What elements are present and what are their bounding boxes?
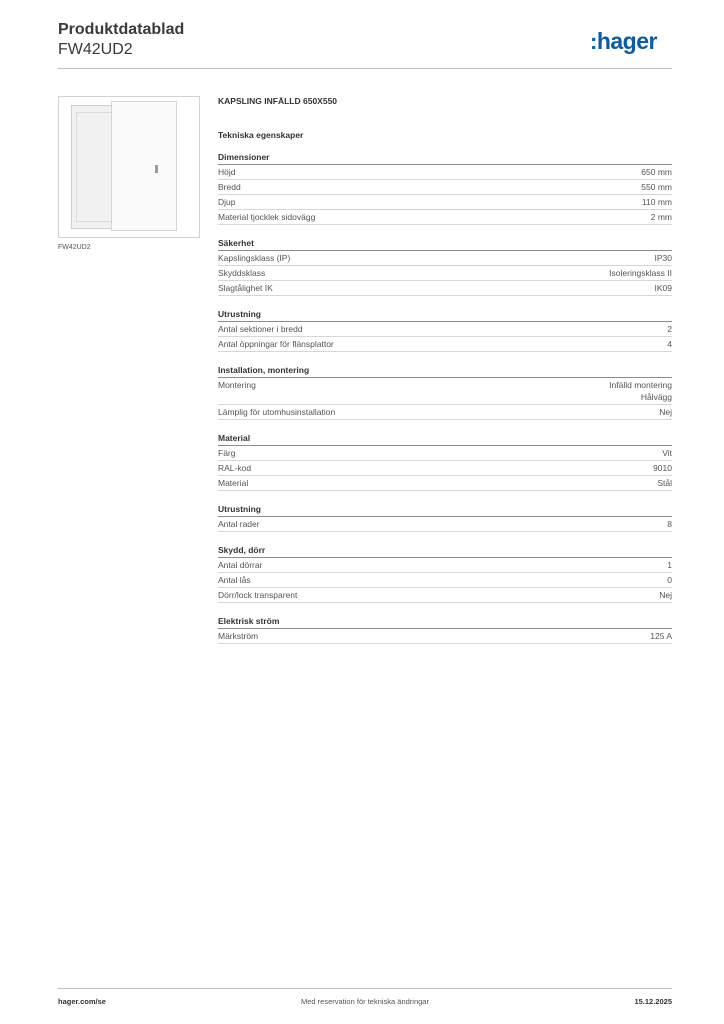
- spec-value: [650, 630, 672, 642]
- spec-value-line: 9010: [653, 463, 672, 473]
- spec-sections: [218, 151, 672, 644]
- spec-value-line: 0: [667, 575, 672, 585]
- spec-value-line: IP30: [654, 253, 672, 263]
- spec-value: [657, 477, 672, 489]
- spec-value-line: Nej: [659, 590, 672, 600]
- document-title: Produktdatablad: [58, 21, 185, 38]
- spec-value: [641, 181, 672, 193]
- spec-value-line: Vit: [662, 448, 672, 458]
- spec-row: [218, 573, 672, 588]
- spec-label: Märkström: [218, 631, 259, 641]
- footer-disclaimer: Med reservation för tekniska ändringar: [301, 997, 429, 1006]
- logo-text: hager: [596, 28, 657, 54]
- spec-value: [642, 196, 672, 208]
- spec-row: [218, 517, 672, 532]
- spec-label: Lämplig för utomhusinstallation: [218, 407, 336, 417]
- spec-row: [218, 281, 672, 296]
- spec-label: Antal öppningar för flänsplattor: [218, 339, 334, 349]
- footer-date: 15.12.2025: [634, 997, 672, 1006]
- spec-value: [655, 252, 673, 264]
- spec-value-line: 2: [667, 324, 672, 334]
- product-name: KAPSLING INFÄLLD 650X550: [218, 96, 338, 106]
- spec-value: [667, 518, 672, 530]
- spec-row: [218, 446, 672, 461]
- spec-value-line: 1: [667, 560, 672, 570]
- spec-label: Höjd: [218, 167, 236, 177]
- spec-label: Färg: [218, 448, 236, 458]
- spec-row: [218, 476, 672, 491]
- spec-section: [218, 237, 672, 296]
- spec-row: [218, 461, 672, 476]
- spec-value-line: Nej: [659, 407, 672, 417]
- spec-label: Slagtålighet IK: [218, 283, 273, 293]
- enclosure-door: [111, 101, 177, 231]
- specifications: [218, 94, 672, 644]
- section-title: Utrustning: [218, 308, 672, 322]
- spec-label: Bredd: [218, 182, 241, 192]
- section-title: Installation, montering: [218, 364, 672, 378]
- footer-divider: [58, 988, 672, 989]
- spec-row: [218, 378, 672, 405]
- footer-website: hager.com/se: [58, 997, 106, 1006]
- spec-value: [662, 447, 672, 459]
- spec-section: [218, 615, 672, 644]
- section-title: Säkerhet: [218, 237, 672, 251]
- spec-row: [218, 266, 672, 281]
- section-title: Material: [218, 432, 672, 446]
- spec-value: [609, 379, 672, 403]
- image-caption: FW42UD2: [58, 244, 91, 251]
- document-header: [58, 20, 184, 60]
- spec-row: [218, 337, 672, 352]
- spec-label: Kapslingsklass (IP): [218, 253, 291, 263]
- spec-value-line: 4: [667, 339, 672, 349]
- spec-value-line: Hålvägg: [640, 392, 672, 402]
- spec-row: [218, 322, 672, 337]
- spec-row: [218, 210, 672, 225]
- spec-row: [218, 629, 672, 644]
- spec-row: [218, 558, 672, 573]
- spec-row: [218, 588, 672, 603]
- spec-value-line: 550 mm: [641, 182, 672, 192]
- spec-label: Skyddsklass: [218, 268, 266, 278]
- spec-section: [218, 503, 672, 532]
- spec-value: [659, 589, 672, 601]
- spec-row: [218, 405, 672, 420]
- spec-value: [667, 574, 672, 586]
- spec-label: Antal sektioner i bredd: [218, 324, 303, 334]
- spec-value: [641, 166, 672, 178]
- door-handle: [155, 165, 158, 173]
- section-title: Dimensioner: [218, 151, 672, 165]
- spec-value: [655, 282, 673, 294]
- section-title: Skydd, dörr: [218, 544, 672, 558]
- spec-value: [667, 338, 672, 350]
- spec-label: Material tjocklek sidovägg: [218, 212, 316, 222]
- spec-section: [218, 544, 672, 603]
- spec-label: Material: [218, 478, 249, 488]
- spec-row: [218, 251, 672, 266]
- spec-label: RAL-kod: [218, 463, 252, 473]
- tech-properties-title: Tekniska egenskaper: [218, 130, 304, 140]
- product-code: FW42UD2: [58, 41, 133, 58]
- spec-value-line: 125 A: [650, 631, 672, 641]
- spec-value-line: 2 mm: [650, 212, 672, 222]
- spec-label: Djup: [218, 197, 236, 207]
- spec-value-line: 650 mm: [641, 167, 672, 177]
- spec-value-line: Stål: [657, 478, 672, 488]
- section-title: Utrustning: [218, 503, 672, 517]
- hager-logo: :hager: [590, 28, 657, 54]
- spec-value: [667, 323, 672, 335]
- section-title: Elektrisk ström: [218, 615, 672, 629]
- spec-label: Antal rader: [218, 519, 260, 529]
- spec-label: Antal dörrar: [218, 560, 263, 570]
- spec-section: [218, 364, 672, 420]
- spec-row: [218, 195, 672, 210]
- product-image: [58, 96, 200, 238]
- spec-value-line: IK09: [654, 283, 672, 293]
- spec-section: [218, 151, 672, 225]
- spec-row: [218, 180, 672, 195]
- spec-value-line: 110 mm: [641, 197, 672, 207]
- spec-label: Dörr/lock transparent: [218, 590, 298, 600]
- spec-value: [667, 559, 672, 571]
- spec-value-line: 8: [667, 519, 672, 529]
- spec-value-line: Infälld montering: [609, 380, 672, 390]
- spec-section: [218, 432, 672, 491]
- header-divider: [58, 68, 672, 69]
- spec-value: [653, 462, 672, 474]
- spec-label: Montering: [218, 380, 256, 390]
- spec-section: [218, 308, 672, 352]
- spec-value-line: Isoleringsklass II: [609, 268, 672, 278]
- spec-row: [218, 165, 672, 180]
- spec-label: Antal lås: [218, 575, 251, 585]
- spec-value: [659, 406, 672, 418]
- spec-value: [651, 211, 672, 223]
- spec-value: [609, 267, 672, 279]
